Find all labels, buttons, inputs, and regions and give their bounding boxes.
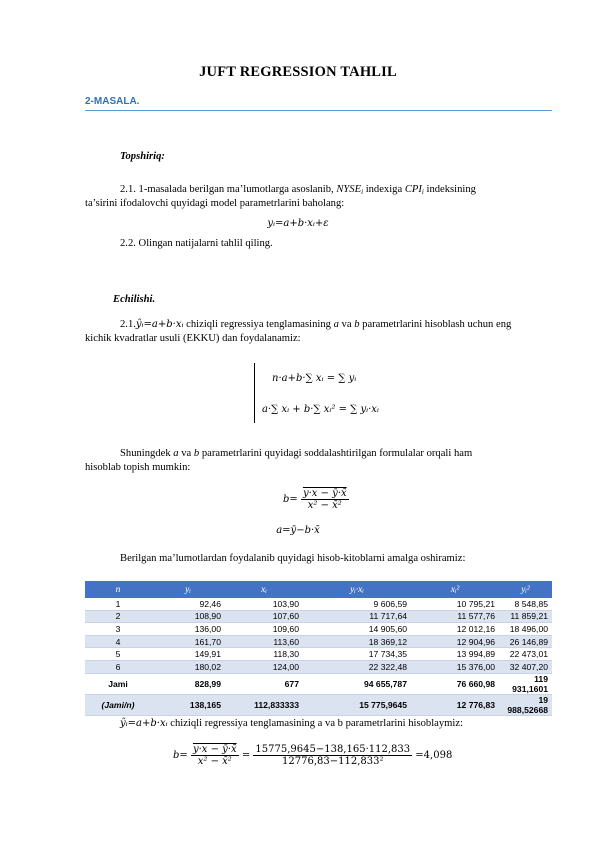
table-cell: 5 — [85, 648, 151, 661]
var-b: b — [193, 448, 200, 459]
table-cell: 22 322,48 — [303, 660, 411, 673]
column-header: n — [85, 581, 151, 598]
solution-text: 2.1. — [120, 319, 136, 330]
table-cell: 113,60 — [225, 635, 303, 648]
table-cell: 11 717,64 — [303, 610, 411, 623]
table-cell: 828,99 — [151, 673, 225, 694]
table-cell: 108,90 — [151, 610, 225, 623]
table-cell: 18 369,12 — [303, 635, 411, 648]
column-header: yᵢ — [151, 581, 225, 598]
task-paragraph-1: 2.1. 1-masalada berilgan ma’lumotlarga asoslanib, $NYSE_i$ indexiga $CPI_i$ indeksining — [120, 184, 476, 196]
task-text: indeksining — [426, 184, 476, 195]
section-divider — [85, 110, 552, 111]
solution-heading: Echilishi. — [113, 294, 156, 305]
table-cell: 118,30 — [225, 648, 303, 661]
solution-text: chiziqli regressiya tenglamasining — [186, 319, 331, 330]
solution-text: parametrlarini hisoblash uchun eng — [362, 319, 512, 330]
model-equation: yᵢ=a+b·xᵢ+ε — [267, 218, 329, 229]
table-cell: 11 859,21 — [499, 610, 552, 623]
var-a: a — [173, 448, 179, 459]
column-header: xᵢ — [225, 581, 303, 598]
solution-text: va — [181, 448, 192, 459]
solution-paragraph-2 — [120, 447, 552, 461]
solution-paragraph-2-line2: hisoblab topish mumkin: — [85, 462, 191, 473]
table-row — [85, 635, 552, 648]
table-cell: 12 904,96 — [411, 635, 499, 648]
table-cell: 138,165 — [151, 694, 225, 715]
formula-b-fraction — [301, 488, 349, 511]
regression-equation: ŷᵢ=a+b·xᵢ — [135, 319, 184, 330]
table-cell: 76 660,98 — [411, 673, 499, 694]
solution-text: parametrlarini quyidagi soddalashtirilgan formulalar orqali ham — [201, 448, 473, 459]
calc-fraction-2 — [253, 744, 412, 767]
var-cpi: CPI — [404, 184, 422, 195]
table-cell: 13 994,89 — [411, 648, 499, 661]
formula-b-numerator: y·x − ȳ·x̄ — [302, 488, 347, 499]
table-cell: 15 775,9645 — [303, 694, 411, 715]
table-cell: 109,60 — [225, 623, 303, 636]
table-cell: 12 012,16 — [411, 623, 499, 636]
table-row — [85, 694, 552, 715]
calc-fraction-1 — [191, 744, 239, 767]
table-cell: (Jami/n) — [85, 694, 151, 715]
table-cell: 14 905,60 — [303, 623, 411, 636]
table-header-row — [85, 581, 552, 598]
table-cell: 119 931,1601 — [499, 673, 552, 694]
table-cell: 2 — [85, 610, 151, 623]
table-cell: 32 407,20 — [499, 660, 552, 673]
table-row — [85, 598, 552, 610]
table-cell: 161,70 — [151, 635, 225, 648]
var-b: b — [354, 319, 360, 330]
table-cell: 180,02 — [151, 660, 225, 673]
solution-paragraph-1 — [120, 318, 552, 332]
table-cell: 94 655,787 — [303, 673, 411, 694]
formula-b-denominator: x² − x̄² — [307, 500, 342, 511]
formula-a: a=ȳ−b·x̄ — [276, 525, 320, 536]
table-cell: 1 — [85, 598, 151, 610]
solution-paragraph-1-line2: kichik kvadratlar usuli (EKKU) dan foydalanamiz: — [85, 333, 301, 344]
table-cell: 103,90 — [225, 598, 303, 610]
task-text: indexiga — [365, 184, 403, 195]
column-header: xᵢ² — [411, 581, 499, 598]
after-table-paragraph — [120, 717, 463, 731]
table-cell: 136,00 — [151, 623, 225, 636]
task-heading: Topshiriq: — [120, 151, 165, 162]
table-cell: 9 606,59 — [303, 598, 411, 610]
table-row — [85, 648, 552, 661]
table-cell: 18 496,00 — [499, 623, 552, 636]
table-cell: 11 577,76 — [411, 610, 499, 623]
calc-lhs: b= — [173, 750, 188, 761]
calc-numerator-1: y·x − ȳ·x̄ — [192, 744, 237, 755]
solution-text: Shuningdek — [120, 448, 171, 459]
table-cell: 6 — [85, 660, 151, 673]
formula-b-lhs: b= — [283, 494, 298, 505]
table-cell: 17 734,35 — [303, 648, 411, 661]
regression-equation: ŷᵢ=a+b·xᵢ — [120, 718, 168, 729]
table-row — [85, 660, 552, 673]
formula-b — [283, 488, 349, 511]
table-body — [85, 598, 552, 715]
b-calculation — [173, 744, 452, 767]
task-paragraph-2: 2.2. Olingan natijalarni tahlil qiling. — [120, 238, 273, 249]
table-cell: 677 — [225, 673, 303, 694]
page-title: JUFT REGRESSION TAHLIL — [199, 64, 397, 80]
calc-denominator-1: x² − x̄² — [197, 756, 232, 767]
table-row — [85, 623, 552, 636]
table-cell: 3 — [85, 623, 151, 636]
task-paragraph-1-line2: ta’sirini ifodalovchi quyidagi model parametrlarini baholang: — [85, 198, 345, 209]
table-cell: 22 473,01 — [499, 648, 552, 661]
solution-text: va — [341, 319, 352, 330]
calc-result: =4,098 — [415, 750, 453, 761]
calculation-table — [85, 581, 552, 716]
table-cell: 124,00 — [225, 660, 303, 673]
task-text: 2.1. 1-masalada berilgan ma’lumotlarga asoslanib, — [120, 184, 334, 195]
after-table-text: chiziqli regressiya tenglamasining a va b parametrlarini hisoblaymiz: — [170, 718, 463, 729]
table-cell: 10 795,21 — [411, 598, 499, 610]
table-cell: 26 146,89 — [499, 635, 552, 648]
table-cell: 4 — [85, 635, 151, 648]
var-nyse: NYSE — [336, 184, 362, 195]
table-cell: 112,833333 — [225, 694, 303, 715]
table-cell: 149,91 — [151, 648, 225, 661]
calc-denominator-2: 12776,83−112,833² — [282, 756, 384, 767]
table-cell: 92,46 — [151, 598, 225, 610]
table-cell: 8 548,85 — [499, 598, 552, 610]
table-cell: 107,60 — [225, 610, 303, 623]
table-row — [85, 610, 552, 623]
solution-paragraph-3: Berilgan ma’lumotlardan foydalanib quyidagi hisob-kitoblarni amalga oshiramiz: — [120, 553, 466, 564]
var-a: a — [333, 319, 339, 330]
system-equation-1: n·a+b·∑ xᵢ = ∑ yᵢ — [272, 373, 357, 384]
equals-sign: = — [241, 750, 251, 761]
column-header: yᵢ·xᵢ — [303, 581, 411, 598]
table-cell: Jami — [85, 673, 151, 694]
section-heading: 2-MASALA. — [85, 96, 140, 107]
column-header: yᵢ² — [499, 581, 552, 598]
table-cell: 12 776,83 — [411, 694, 499, 715]
table-cell: 19 988,52668 — [499, 694, 552, 715]
table-row — [85, 673, 552, 694]
calc-numerator-2: 15775,9645−138,165·112,833 — [255, 744, 411, 755]
table-cell: 15 376,00 — [411, 660, 499, 673]
system-equation-2: a·∑ xᵢ + b·∑ xᵢ² = ∑ yᵢ·xᵢ — [262, 404, 379, 415]
